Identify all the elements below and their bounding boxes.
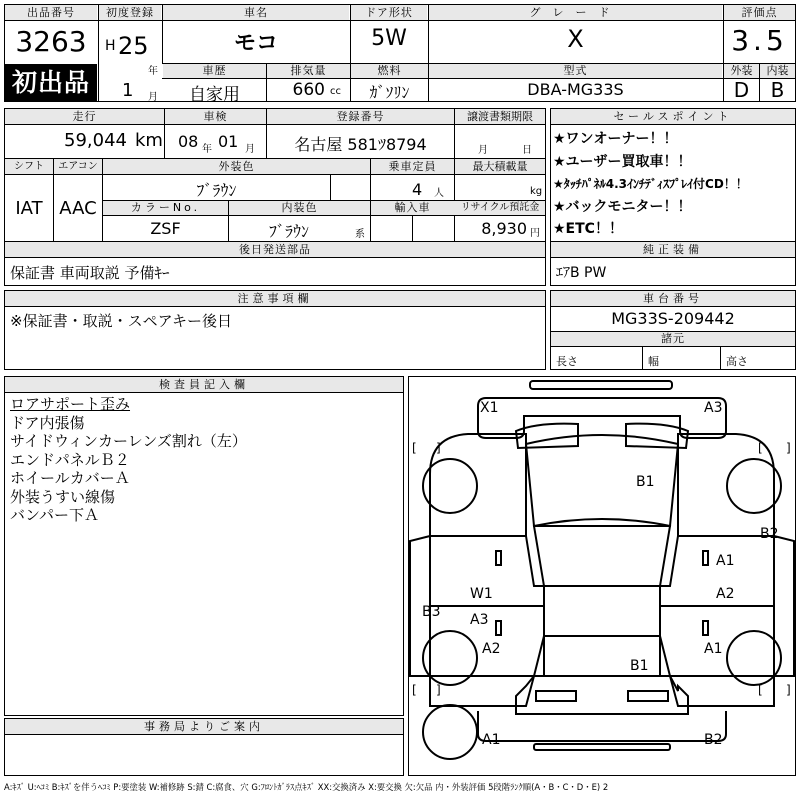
inspector-line: ホイールカバーＡ [10, 469, 130, 487]
score-value: 3.5 [731, 24, 788, 57]
mark-a1-right-front: A1 [716, 553, 735, 569]
inspector-line: 外装うすい線傷 [10, 487, 116, 506]
inspection-year-unit: 年 [202, 144, 212, 155]
int-color-suffix: 系 [355, 229, 365, 240]
car-name-label: 車名 [244, 6, 268, 19]
color-no-value: ZSF [150, 219, 181, 238]
exterior-label: 外装 [730, 64, 753, 77]
capacity-label: 乗車定員 [388, 160, 437, 173]
ext-color-value: ﾌﾞﾗｳﾝ [196, 181, 237, 200]
mileage-value: 59,044 [64, 130, 127, 151]
year-unit: 年 [148, 66, 158, 77]
inspection-month: 01 [218, 132, 239, 151]
mark-a3-top: A3 [704, 400, 723, 416]
bracket-open: [ [412, 441, 417, 455]
bracket-open: [ [758, 683, 763, 697]
era-letter: H [105, 38, 116, 54]
recycle-value: 8,930 [481, 219, 527, 238]
mark-a3-left: A3 [470, 612, 489, 628]
history-label: 車歴 [202, 64, 227, 77]
mark-a2-left: A2 [482, 641, 501, 657]
inspector-line: ロアサポート歪み [10, 395, 131, 413]
office-label: 事務局よりご案内 [144, 720, 264, 733]
sales-point-item: ★ﾀｯﾁﾊﾟﾈﾙ4.3ｲﾝﾁﾃﾞｨｽﾌﾟﾚｲ付CD！！ [553, 177, 748, 191]
ac-label: エアコン [58, 161, 98, 172]
width-label: 幅 [648, 355, 659, 368]
recycle-label: リサイクル預託金 [460, 202, 540, 213]
load-label: 最大積載量 [472, 160, 528, 173]
inspection-label: 車検 [203, 110, 228, 123]
month-unit: 月 [148, 92, 158, 103]
mark-x1: X1 [480, 400, 499, 416]
registration-number: 名古屋 581ﾂ8794 [294, 135, 427, 154]
transfer-day-unit: 日 [522, 145, 532, 156]
first-reg-month: 1 [122, 80, 134, 101]
sales-points-list [553, 128, 795, 241]
load-unit: kg [530, 186, 543, 197]
inspector-line: ドア内張傷 [10, 413, 85, 432]
mark-w1: W1 [470, 586, 493, 602]
exterior-grade: D [733, 78, 750, 102]
lot-number: 3263 [15, 25, 87, 58]
mark-a2-right-rear: A2 [716, 586, 735, 602]
bracket-close: ] [786, 683, 791, 697]
registration-label: 登録番号 [336, 110, 385, 123]
grade-label: グレード [529, 6, 622, 19]
inspector-line: バンパー下Ａ [10, 506, 99, 524]
ac-value: AAC [59, 198, 97, 219]
notes-label: 注意事項欄 [237, 292, 313, 305]
fuel-label: 燃料 [377, 64, 402, 77]
inspector-line: エンドパネルＢ２ [10, 450, 130, 469]
capacity-unit: 人 [434, 188, 444, 199]
interior-grade: B [770, 78, 785, 102]
mark-a1-rear: A1 [482, 732, 501, 748]
chassis-number: MG33S-209442 [611, 309, 735, 328]
car-name: モコ [233, 31, 278, 56]
ext-color-label: 外装色 [218, 160, 255, 173]
mark-b2-rear: B2 [704, 732, 723, 748]
door-type: 5W [371, 26, 407, 51]
sales-point-item: ★バックモニター！！ [553, 198, 692, 215]
model-value: DBA-MG33S [527, 80, 624, 99]
genuine-label: 純正装備 [643, 243, 703, 256]
later-parts-label: 後日発送部品 [239, 243, 311, 256]
score-label: 評価点 [741, 6, 778, 19]
sales-point-item: ★ワンオーナー！！ [553, 131, 678, 147]
legend-text: A:ｷｽﾞ U:ﾍｺﾐ B:ｷｽﾞを伴うﾍｺﾐ P:要塗装 W:補修跡 S:錆 C:腐食、穴 G:ﾌﾛﾝﾄｶﾞﾗｽ点ｷｽﾞ XX:交換済み X:要交換 欠:欠品 内・外装評価 5段階ﾗﾝｸ順(A・B・C・D・E) 2 [4, 782, 609, 792]
shift-value: IAT [15, 198, 43, 219]
displacement-value: 660 [292, 80, 325, 100]
capacity-value: 4 [412, 180, 423, 199]
mark-b1-hood: B1 [636, 474, 655, 490]
mileage-unit: km [135, 130, 163, 151]
notes-value: ※保証書・取説・スペアキー後日 [10, 312, 232, 330]
bracket-open: [ [412, 683, 417, 697]
first-listing-text: 初出品 [11, 68, 90, 97]
chassis-label: 車台番号 [643, 292, 703, 305]
dims-label: 諸元 [661, 332, 685, 345]
door-label: ドア形状 [365, 6, 413, 19]
inspector-notes [10, 395, 400, 525]
fuel-value: ｶﾞｿﾘﾝ [369, 83, 410, 102]
sales-point-item: ★ETC！！ [553, 221, 623, 237]
mark-b1-trunk: B1 [630, 658, 649, 674]
mark-a1-right-lower: A1 [704, 641, 723, 657]
displacement-label: 排気量 [290, 64, 327, 77]
inspection-month-unit: 月 [245, 144, 255, 155]
history-value: 自家用 [189, 85, 240, 105]
bracket-open: [ [758, 441, 763, 455]
car-diagram-svg [408, 376, 796, 776]
displacement-unit: cc [330, 86, 341, 97]
recycle-unit: 円 [530, 228, 540, 239]
mark-b3-left: B3 [422, 604, 441, 620]
height-label: 高さ [726, 355, 748, 368]
grade-value: X [567, 25, 584, 53]
int-color-label: 内装色 [281, 201, 318, 214]
transfer-label: 譲渡書類期限 [467, 110, 533, 123]
inspector-line: サイドウィンカーレンズ割れ（左） [10, 432, 247, 450]
transfer-month-unit: 月 [478, 145, 488, 156]
mark-b2-right: B2 [760, 526, 779, 542]
first-reg-year: 25 [118, 32, 149, 60]
color-no-label: カラーNo. [130, 201, 201, 214]
shift-label: シフト [14, 161, 44, 172]
mileage-label: 走行 [72, 110, 97, 123]
inspector-label: 検査員記入欄 [159, 378, 249, 391]
model-label: 型式 [563, 64, 588, 77]
bracket-close: ] [436, 683, 441, 697]
interior-label: 内装 [766, 64, 789, 77]
later-parts-value: 保証書 車両取説 予備ｷｰ [10, 264, 170, 282]
bracket-close: ] [436, 441, 441, 455]
bracket-close: ] [786, 441, 791, 455]
genuine-value: ｴｱB PW [556, 265, 607, 281]
inspection-year: 08 [178, 132, 199, 151]
first-reg-label: 初度登録 [106, 6, 154, 19]
lot-label: 出品番号 [27, 6, 75, 19]
sales-points-label: セールスポイント [613, 110, 733, 123]
sales-point-item: ★ユーザー買取車！！ [553, 153, 692, 170]
length-label: 長さ [556, 355, 578, 368]
import-label: 輸入車 [394, 201, 431, 214]
int-color-value: ﾌﾞﾗｳﾝ [268, 222, 309, 241]
